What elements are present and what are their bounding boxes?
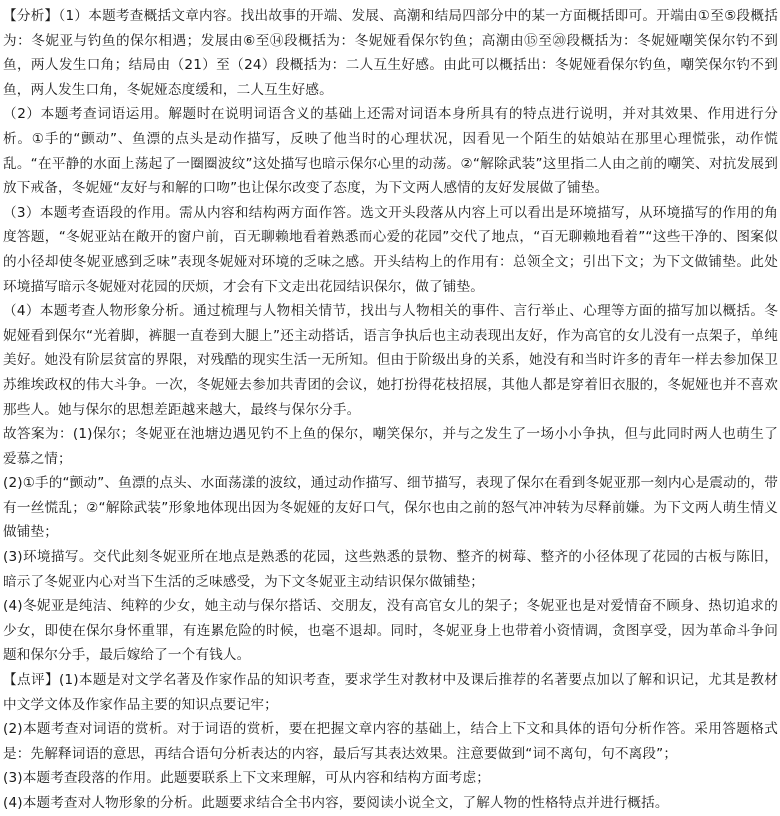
answer-3-paragraph: (3)环境描写。交代此刻冬妮亚所在地点是熟悉的花园，这些熟悉的景物、整齐的树莓、整齐的小径体现了花园的古板与陈旧，暗示了冬妮亚内心对当下生活的乏味感受，为下文冬妮亚主动结识保尔做铺垫；: [3, 549, 778, 590]
analysis-question-4-paragraph: （4）本题考查人物形象分析。通过梳理与人物相关情节，找出与人物相关的事件、言行举止、心理等方面的描写加以概括。冬妮娅看到保尔“光着脚，裤腿一直卷到大腿上”还主动搭话，语言争执后也主动表现出友好，作为高官的女儿没有一点架子，单纯美好。她没有阶层贫富的界限，对残酷的现实生活一无所知。但由于阶级出身的关系，她没有和当时许多的青年一样去参加保卫苏维埃政权的伟大斗争。一次，冬妮娅去参加共青团的会议，她打扮得花枝招展，其他人都是穿着旧衣服的，冬妮娅也并不喜欢那些人。她与保尔的思想差距越来越大，最终与保尔分手。: [3, 303, 778, 418]
comment-3-paragraph: (3)本题考查段落的作用。此题要联系上下文来理解，可从内容和结构方面考虑；: [3, 770, 490, 787]
answer-4-paragraph: (4)冬妮亚是纯洁、纯粹的少女，她主动与保尔搭话、交朋友，没有高官女儿的架子；冬妮亚也是对爱情奋不顾身、热切追求的少女，即使在保尔身怀重罪，有连累危险的时候，也毫不退却。同时，冬妮亚身上也带着小资情调，贪图享受，因为革命斗争问题和保尔分手，最后嫁给了一个有钱人。: [3, 598, 778, 664]
analysis-question-3-paragraph: （3）本题考查语段的作用。需从内容和结构两方面作答。选文开头段落从内容上可以看出是环境描写，从环境描写的作用的角度答题，“冬妮亚站在敞开的窗户前，百无聊赖地看着熟悉而心爱的花园”交代了地点，“百无聊赖地看着”“这些干净的、图案似的小径却使冬妮亚感到乏味”表现冬妮娅对环境的乏味之感。开头结构上的作用有：总领全文；引出下文；为下文做铺垫。此处环境描写暗示冬妮娅对花园的厌烦，才会有下文走出花园结识保尔，做了铺垫。: [3, 204, 778, 295]
answer-2-paragraph: (2)①手的“颤动”、鱼漂的点头、水面荡漾的波纹，通过动作描写、细节描写，表现了保尔在看到冬妮亚那一刻内心是震动的，带有一丝慌乱；②“解除武装”形象地体现出因为冬妮娅的友好口气，保尔也由之前的怒气冲冲转为尽释前嫌。为下文两人萌生情义做铺垫；: [3, 475, 778, 541]
answer-1-paragraph: 故答案为：(1)保尔；冬妮亚在池塘边遇见钓不上鱼的保尔，嘲笑保尔，并与之发生了一场小小争执，但与此同时两人也萌生了爱慕之情；: [3, 426, 778, 467]
analysis-question-2-paragraph: （2）本题考查词语运用。解题时在说明词语含义的基础上还需对词语本身所具有的特点进行说明，并对其效果、作用进行分析。①手的“颤动”、鱼漂的点头是动作描写，反映了他当时的心理状况，因看见一个陌生的姑娘站在那里心理慌张，动作慌乱。“在平静的水面上荡起了一圈圈波纹”这处描写也暗示保尔心里的动荡。②“解除武装”这里指二人由之前的嘲笑、对抗发展到放下戒备，冬妮娅“友好与和解的口吻”也让保尔改变了态度，为下文两人感情的友好发展做了铺垫。: [3, 106, 778, 197]
comment-2-paragraph: (2)本题考查对词语的赏析。对于词语的赏析，要在把握文章内容的基础上，结合上下文和具体的语句分析作答。采用答题格式是：先解释词语的意思，再结合语句分析表达的内容，最后写其表达效果。注意要做到“词不离句，句不离段”；: [3, 721, 778, 762]
comment-4-paragraph: (4)本题考查对人物形象的分析。此题要求结合全书内容，要阅读小说全文，了解人物的性格特点并进行概括。: [3, 795, 669, 811]
comment-1-paragraph: 【点评】(1)本题是对文学名著及作家作品的知识考查，要求学生对教材中及课后推荐的名著要点加以了解和识记，尤其是教材中文学文体及作家作品主要的知识点要记牢；: [3, 672, 778, 713]
analysis-intro-paragraph: 【分析】（1）本题考查概括文章内容。找出故事的开端、发展、高潮和结局四部分中的某一方面概括即可。开端由①至⑤段概括为：冬妮亚与钓鱼的保尔相遇；发展由⑥至⑭段概括为：冬妮娅看保尔钓鱼；高潮由⑮至⑳段概括为：冬妮娅嘲笑保尔钓不到鱼，两人发生口角；结局由（21）至（24）段概括为：二人互生好感。由此可以概括出：冬妮娅看保尔钓鱼，嘲笑保尔钓不到鱼，两人发生口角，冬妮娅态度缓和，二人互生好感。: [3, 8, 778, 98]
